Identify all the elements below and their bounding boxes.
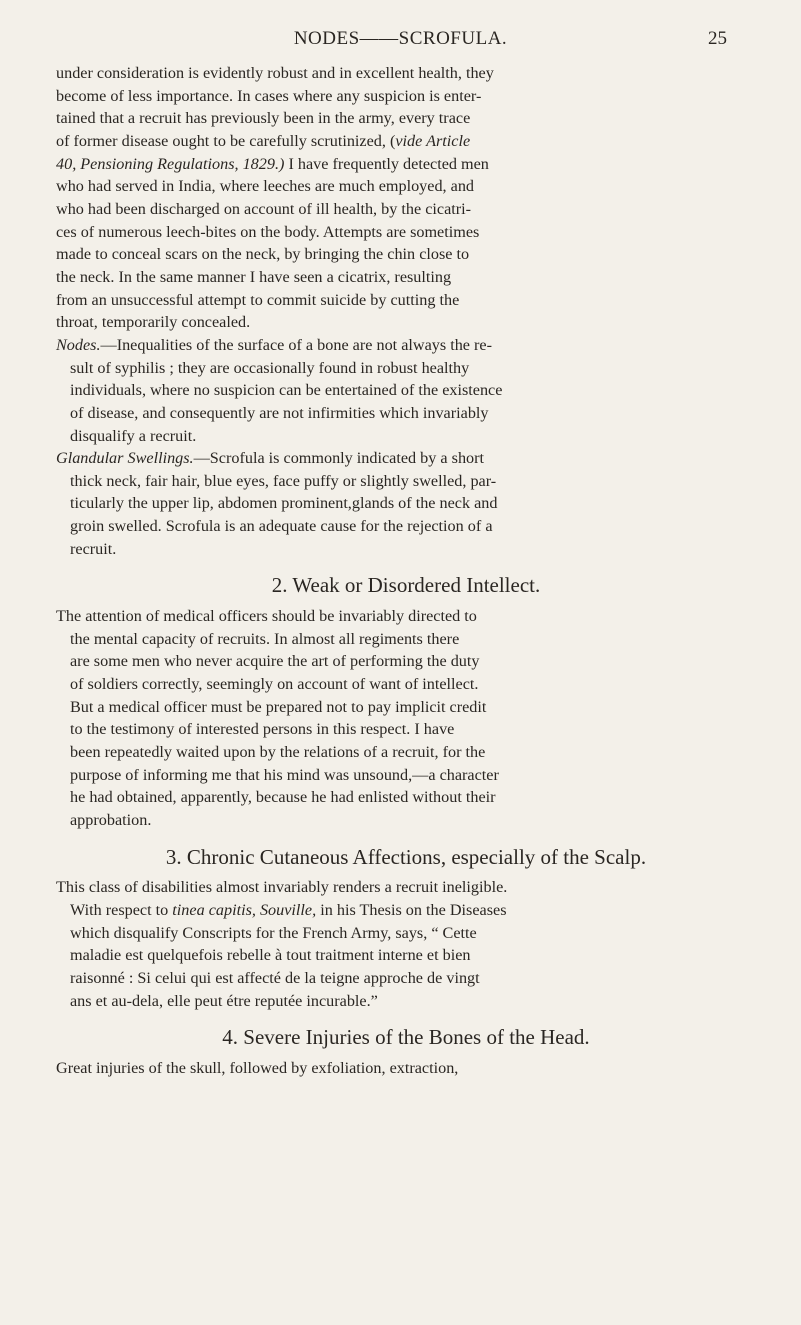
text-line: who had served in India, where leeches are much employed, and	[56, 177, 475, 196]
text-line: approbation.	[70, 811, 152, 829]
text-line	[56, 899, 756, 922]
text-line: tained that a recruit has previously been in the army, every trace	[56, 109, 471, 128]
paragraph-nodes	[56, 334, 756, 447]
text-line: are some men who never acquire the art of performing the duty	[70, 652, 480, 671]
text-fragment: I have frequently detected men	[284, 154, 489, 173]
text-line: he had obtained, apparently, because he had enlisted without their	[70, 788, 496, 807]
text-line: recruit.	[70, 539, 117, 558]
text-line	[56, 130, 756, 153]
text-line: throat, temporarily concealed.	[56, 313, 251, 332]
text-line: made to conceal scars on the neck, by bringing the chin close to	[56, 245, 470, 264]
text-line	[56, 153, 756, 176]
text-line: the mental capacity of recruits. In almost all regiments there	[70, 629, 460, 648]
text-line: This class of disabilities almost invariably renders a recruit ineligible.	[56, 878, 508, 897]
text-line: individuals, where no suspicion can be entertained of the existence	[70, 381, 503, 400]
text-fragment: —Inequalities of the surface of a bone are not always the re-	[100, 335, 492, 354]
text-line: The attention of medical officers should be invariably directed to	[56, 607, 477, 626]
text-line: to the testimony of interested persons in this respect. I have	[70, 720, 455, 739]
paragraph-recruit-history	[56, 62, 756, 334]
text-line: from an unsuccessful attempt to commit suicide by cutting the	[56, 290, 460, 309]
text-line	[56, 447, 756, 470]
text-line: which disqualify Conscripts for the French Army, says, “ Cette	[70, 923, 477, 942]
text-line: groin swelled. Scrofula is an adequate cause for the rejection of a	[70, 517, 493, 536]
running-title: NODES——SCROFULA.	[293, 28, 508, 49]
run-in-heading: Nodes.	[56, 335, 101, 354]
text-line: become of less importance. In cases where any suspicion is enter-	[56, 86, 482, 105]
text-line: ticularly the upper lip, abdomen prominent,glands of the neck and	[70, 494, 498, 513]
text-line: ans et au-dela, elle peut étre reputée incurable.”	[70, 991, 378, 1010]
text-line: But a medical officer must be prepared not to pay implicit credit	[70, 697, 487, 716]
text-fragment: in his Thesis on the Diseases	[316, 900, 507, 919]
text-line: of soldiers correctly, seemingly on account of want of intellect.	[70, 675, 479, 694]
paragraph-glandular-swellings	[56, 447, 756, 560]
text-line: of disease, and consequently are not infirmities which invariably	[70, 403, 489, 422]
text-line: Great injuries of the skull, followed by exfoliation, extraction,	[56, 1058, 459, 1077]
paragraph-cutaneous-affections	[56, 876, 756, 1012]
text-line: been repeatedly waited upon by the relations of a recruit, for the	[70, 743, 486, 762]
section-heading-cutaneous-affections: 3. Chronic Cutaneous Affections, especially of the Scalp.	[165, 844, 647, 869]
text-line	[56, 334, 756, 357]
run-in-heading: Glandular Swellings.	[56, 449, 194, 468]
body-text	[56, 62, 756, 1080]
text-fragment: With respect to	[70, 900, 173, 919]
text-line: sult of syphilis ; they are occasionally found in robust healthy	[70, 358, 470, 377]
section-heading-head-injuries: 4. Severe Injuries of the Bones of the Head.	[222, 1025, 590, 1050]
text-line: under consideration is evidently robust and in excellent health, they	[56, 64, 494, 82]
paragraph-head-injuries	[56, 1057, 756, 1080]
citation-fragment: vide Article	[395, 131, 471, 150]
page-number: 25	[708, 28, 727, 49]
text-line: ces of numerous leech-bites on the body. Attempts are sometimes	[56, 222, 480, 241]
text-fragment: of former disease ought to be carefully scrutinized, (	[56, 131, 396, 150]
section-heading-weak-intellect: 2. Weak or Disordered Intellect.	[271, 573, 541, 598]
citation-fragment: 40, Pensioning Regulations, 1829.)	[56, 154, 285, 173]
text-line: thick neck, fair hair, blue eyes, face puffy or slightly swelled, par-	[70, 471, 497, 490]
italic-fragment: tinea capitis, Souville,	[172, 900, 317, 919]
text-fragment: —Scrofula is commonly indicated by a short	[193, 449, 485, 468]
paragraph-weak-intellect	[56, 605, 756, 832]
running-head	[0, 28, 801, 54]
text-line: disqualify a recruit.	[70, 426, 197, 445]
text-line: purpose of informing me that his mind was unsound,—a character	[70, 765, 499, 784]
text-line: the neck. In the same manner I have seen a cicatrix, resulting	[56, 267, 452, 286]
text-line: raisonné : Si celui qui est affecté de la teigne approche de vingt	[70, 968, 480, 987]
text-line: who had been discharged on account of ill health, by the cicatri-	[56, 199, 472, 218]
text-line: maladie est quelquefois rebelle à tout traitment interne et bien	[70, 946, 471, 965]
